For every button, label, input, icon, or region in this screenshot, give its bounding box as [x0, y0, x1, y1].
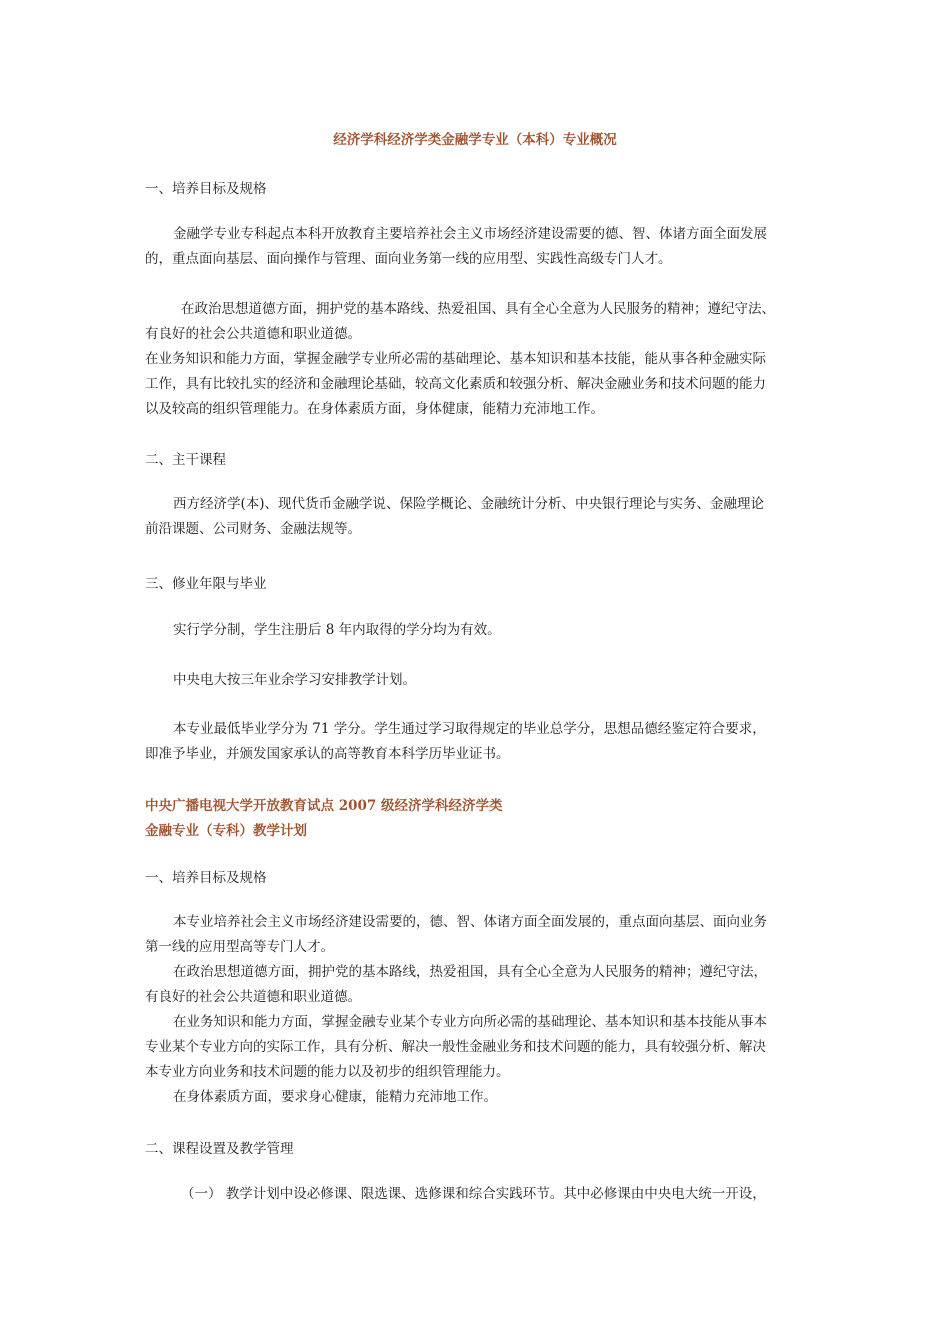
paragraph-line: 在身体素质方面，要求身心健康，能精力充沛地工作。 — [173, 1089, 497, 1105]
paragraph-study-plan — [145, 668, 807, 693]
paragraph-line: 金融学专业专科起点本科开放教育主要培养社会主义市场经济建设需要的德、智、体诸方面全面发展 — [173, 226, 767, 242]
paragraph-line: 在业务知识和能力方面，掌握金融专业某个专业方向所必需的基础理论、基本知识和基本技能从事本 — [173, 1014, 767, 1030]
plan-title-line-1: 中央广播电视大学开放教育试点 2007 级经济学科经济学类 — [145, 798, 503, 814]
paragraph-line: 实行学分制，学生注册后 8 年内取得的学分均为有效。 — [173, 622, 501, 638]
paragraph-line: 有良好的社会公共道德和职业道德。 — [145, 326, 361, 342]
paragraph-training-goals — [145, 222, 807, 272]
paragraph-line: 本专业方向业务和技术问题的能力以及初步的组织管理能力。 — [145, 1064, 510, 1080]
paragraph-line: 的，重点面向基层、面向操作与管理、面向业务第一线的应用型、实践性高级专门人才。 — [145, 251, 672, 267]
paragraph-line: （一） 教学计划中设必修课、限选课、选修课和综合实践环节。其中必修课由中央电大统一开设， — [181, 1186, 766, 1202]
paragraph-graduation-credits — [145, 717, 807, 767]
paragraph-line: 在业务知识和能力方面，掌握金融学专业所必需的基础理论、基本知识和基本技能，能从事各种金融实际 — [145, 351, 766, 367]
section-heading-duration-graduation: 三、修业年限与毕业 — [145, 576, 267, 592]
paragraph-line: 本专业最低毕业学分为 71 学分。学生通过学习取得规定的毕业总学分，思想品德经鉴定符合要求， — [173, 721, 766, 737]
paragraph-line: 专业某个专业方向的实际工作，具有分析、解决一般性金融业务和技术问题的能力，具有较强分析、解决 — [145, 1039, 766, 1055]
paragraph-line: 西方经济学(本)、现代货币金融学说、保险学概论、金融统计分析、中央银行理论与实务、金融理论 — [173, 496, 765, 512]
paragraph-curriculum — [145, 1182, 807, 1207]
section-heading-core-courses: 二、主干课程 — [145, 452, 226, 468]
plan-section-heading-curriculum: 二、课程设置及教学管理 — [145, 1141, 294, 1157]
plan-title-line-2: 金融专业（专科）教学计划 — [145, 823, 307, 839]
section-heading-training-goals: 一、培养目标及规格 — [145, 181, 267, 197]
paragraph-line: 工作，具有比较扎实的经济和金融理论基础，较高文化素质和较强分析、解决金融业务和技术问题的能力 — [145, 376, 766, 392]
paragraph-core-courses — [145, 492, 807, 542]
paragraph-line: 以及较高的组织管理能力。在身体素质方面，身体健康，能精力充沛地工作。 — [145, 401, 604, 417]
paragraph-line: 在政治思想道德方面，拥护党的基本路线，热爱祖国，具有全心全意为人民服务的精神；遵纪守法， — [173, 964, 767, 980]
paragraph-line: 有良好的社会公共道德和职业道德。 — [145, 989, 361, 1005]
paragraph-line: 第一线的应用型高等专门人才。 — [145, 939, 334, 955]
document-title: 经济学科经济学类金融学专业（本科）专业概况 — [333, 132, 617, 148]
plan-section-heading-training-goals: 一、培养目标及规格 — [145, 870, 267, 886]
paragraph-line: 本专业培养社会主义市场经济建设需要的，德、智、体诸方面全面发展的，重点面向基层、面向业务 — [173, 914, 767, 930]
paragraph-credit-system — [145, 618, 807, 643]
paragraph-moral-and-skills — [145, 297, 807, 422]
paragraph-line: 在政治思想道德方面，拥护党的基本路线、热爱祖国、具有全心全意为人民服务的精神；遵纪守法、 — [181, 301, 775, 317]
paragraph-line: 即准予毕业，并颁发国家承认的高等教育本科学历毕业证书。 — [145, 746, 510, 762]
paragraph-plan-training-goals — [145, 910, 807, 1110]
paragraph-line: 前沿课题、公司财务、金融法规等。 — [145, 521, 361, 537]
paragraph-line: 中央电大按三年业余学习安排教学计划。 — [173, 672, 416, 688]
